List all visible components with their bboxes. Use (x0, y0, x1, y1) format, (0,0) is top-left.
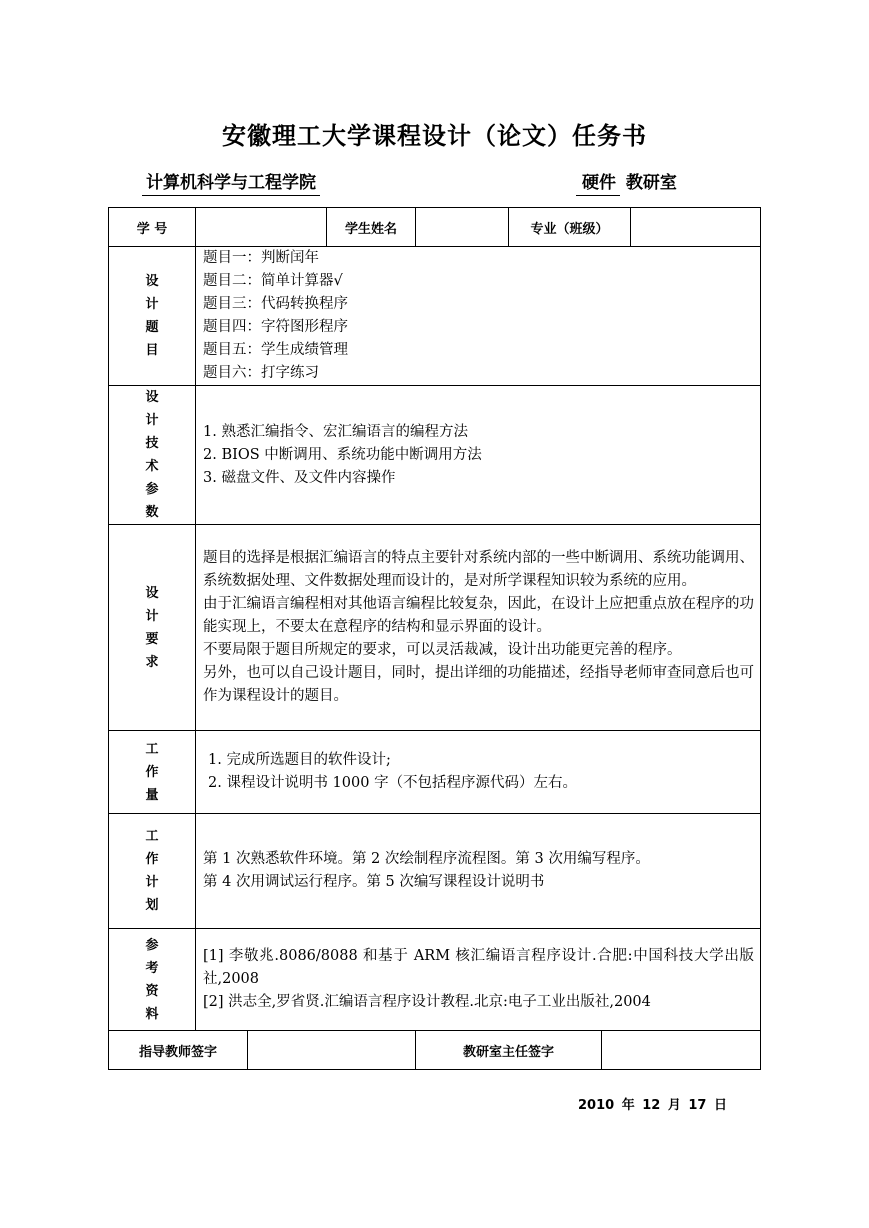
list-item: 1. 熟悉汇编指令、宏汇编语言的编程方法 (203, 423, 468, 440)
topics-label: 设 计 题 目 (109, 247, 196, 386)
advisor-signature-value (248, 1031, 416, 1070)
department (576, 168, 677, 195)
tech-params-row (109, 386, 761, 525)
document-date: 2010 年 12 月 17 日 (578, 1098, 727, 1113)
header-row (109, 208, 761, 247)
list-item: 1. 完成所选题目的软件设计; (208, 752, 391, 768)
tech-params-label: 设 计 技 术 参 数 (109, 386, 196, 525)
list-item: 2. BIOS 中断调用、系统功能中断调用方法 (203, 446, 482, 463)
list-item: 题目四：字符图形程序 (203, 319, 348, 335)
references-row (109, 929, 761, 1031)
major-label: 专业（班级） (509, 208, 631, 247)
department-suffix: 教研室 (625, 173, 677, 193)
list-item: 题目二：简单计算器√ (203, 273, 343, 289)
college-name: 计算机科学与工程学院 (142, 168, 320, 196)
student-id-value (196, 208, 327, 247)
paragraph: 由于汇编语言编程相对其他语言编程比较复杂，因此，在设计上应把重点放在程序的功能实现上，不要太在意程序的结构和显示界面的设计。 (203, 596, 755, 635)
topics-row (109, 247, 761, 386)
references-label: 参 考 资 料 (109, 929, 196, 1031)
list-item: 题目一：判断闰年 (203, 250, 319, 266)
list-item: 题目三：代码转换程序 (203, 296, 348, 312)
department-name: 硬件 (576, 173, 620, 196)
work-plan-content (196, 814, 761, 929)
list-item: 题目五：学生成绩管理 (203, 342, 348, 358)
list-item: 3. 磁盘文件、及文件内容操作 (203, 469, 396, 486)
requirements-row (109, 525, 761, 731)
paragraph: 题目的选择是根据汇编语言的特点主要针对系统内部的一些中断调用、系统功能调用、系统数据处理、文件数据处理而设计的，是对所学课程知识较为系统的应用。 (203, 550, 755, 589)
student-name-value (416, 208, 509, 247)
reference-item: [2] 洪志全,罗省贤.汇编语言程序设计教程.北京:电子工业出版社,2004 (203, 994, 651, 1010)
advisor-signature-label: 指导教师签字 (109, 1031, 248, 1070)
topics-content (196, 247, 761, 386)
requirements-label: 设 计 要 求 (109, 525, 196, 731)
signature-row (109, 1031, 761, 1070)
workload-content (196, 731, 761, 814)
work-plan-label: 工 作 计 划 (109, 814, 196, 929)
student-name-label: 学生姓名 (327, 208, 416, 247)
paragraph: 另外，也可以自己设计题目，同时，提出详细的功能描述，经指导老师审查同意后也可作为课程设计的题目。 (203, 665, 755, 704)
list-item: 2. 课程设计说明书 1000 字（不包括程序源代码）左右。 (208, 775, 578, 791)
reference-item: [1] 李敬兆.8086/8088 和基于 ARM 核汇编语言程序设计.合肥:中国科技大学出版社,2008 (203, 948, 755, 987)
requirements-content (196, 525, 761, 731)
director-signature-value (602, 1031, 761, 1070)
tech-params-content (196, 386, 761, 525)
list-item: 题目六：打字练习 (203, 365, 319, 381)
document-title: 安徽理工大学课程设计（论文）任务书 (222, 122, 647, 150)
paragraph: 不要局限于题目所规定的要求，可以灵活裁减，设计出功能更完善的程序。 (203, 642, 682, 658)
work-plan-row (109, 814, 761, 929)
major-value (631, 208, 761, 247)
director-signature-label: 教研室主任签字 (416, 1031, 602, 1070)
student-id-label: 学 号 (109, 208, 196, 247)
plan-line: 第 1 次熟悉软件环境。第 2 次绘制程序流程图。第 3 次用编写程序。 (203, 851, 650, 867)
task-table (108, 207, 761, 1070)
references-content (196, 929, 761, 1031)
workload-label: 工 作 量 (109, 731, 196, 814)
workload-row (109, 731, 761, 814)
plan-line: 第 4 次用调试运行程序。第 5 次编写课程设计说明书 (203, 874, 545, 890)
